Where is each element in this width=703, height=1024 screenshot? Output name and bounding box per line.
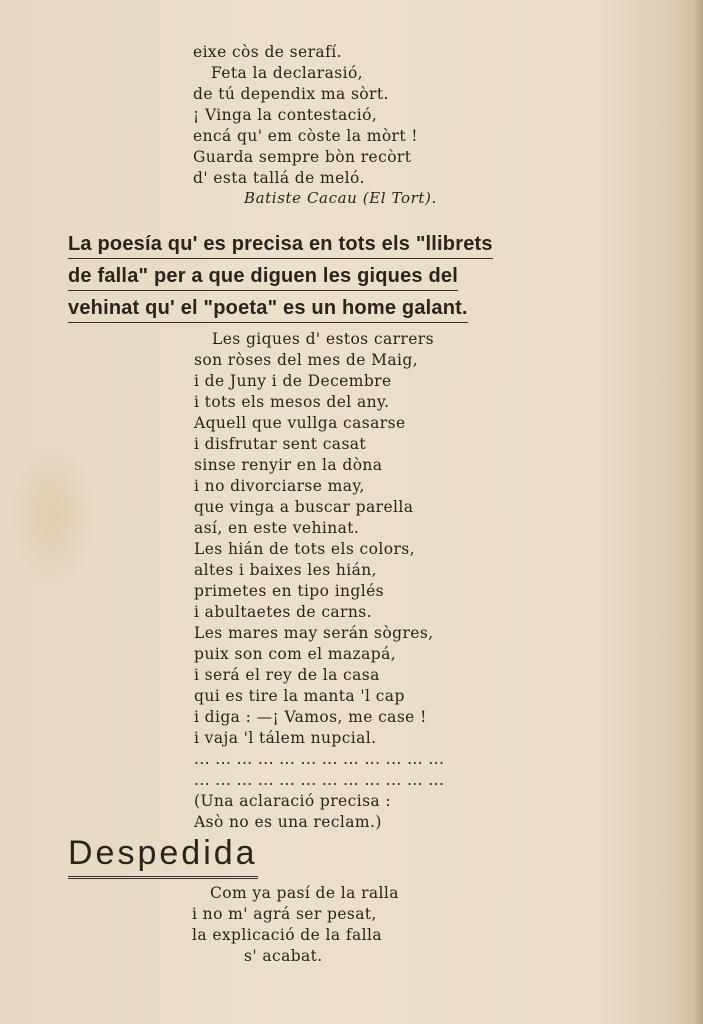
verse-line: sinse renyir en la dòna (194, 456, 383, 474)
paper-stain (8, 440, 98, 590)
despedida-poem (192, 883, 399, 967)
verse-line: encá qu' em còste la mòrt ! (193, 127, 418, 145)
verse-line: Asò no es una reclam.) (194, 813, 382, 831)
verse-line: d' esta tallá de meló. (193, 169, 365, 187)
verse-line: i diga : —¡ Vamos, me case ! (194, 708, 427, 726)
verse-line: de tú dependix ma sòrt. (193, 85, 389, 103)
verse-line: i disfrutar sent casat (194, 435, 367, 453)
verse-line: i no divorciarse may, (194, 477, 365, 495)
verse-line: ¡ Vinga la contestació, (193, 106, 378, 124)
verse-line: así, en este vehinat. (194, 519, 360, 537)
ellipsis-line: ... ... ... ... ... ... ... ... ... ... ... ... (194, 771, 445, 789)
main-poem (194, 329, 444, 833)
verse-line: altes i baixes les hián, (194, 561, 377, 579)
verse-line: Feta la declarasió, (211, 64, 363, 82)
verse-line: s' acabat. (244, 947, 323, 965)
section-heading (68, 229, 493, 325)
verse-line: i tots els mesos del any. (194, 393, 390, 411)
verse-line: Guarda sempre bòn recòrt (193, 148, 412, 166)
ellipsis-line: ... ... ... ... ... ... ... ... ... ... ... ... (194, 750, 445, 768)
verse-line: i de Juny i de Decembre (194, 372, 392, 390)
verse-line: Les giques d' estos carrers (212, 330, 434, 348)
verse-line: qui es tire la manta 'l cap (194, 687, 405, 705)
verse-line: puix son com el mazapá, (194, 645, 397, 663)
verse-line: que vinga a buscar parella (194, 498, 414, 516)
verse-line: la explicació de la falla (192, 926, 382, 944)
verse-line: Les mares may serán sògres, (194, 624, 434, 642)
verse-line: Les hián de tots els colors, (194, 540, 415, 558)
despedida-title: Despedida (68, 834, 258, 879)
heading-line: vehinat qu' el "poeta" es un home galant. (68, 294, 468, 323)
page-edge (695, 0, 703, 1024)
verse-line: i abultaetes de carns. (194, 603, 372, 621)
verse-line: eixe còs de serafí. (193, 43, 342, 61)
heading-line: de falla" per a que diguen les giques del (68, 262, 458, 291)
heading-line: La poesía qu' es precisa en tots els "llibrets (68, 230, 493, 259)
author-signature: Batiste Cacau (El Tort). (244, 189, 437, 207)
verse-line: Com ya pasí de la ralla (210, 884, 399, 902)
intro-poem (193, 42, 418, 189)
verse-line: i no m' agrá ser pesat, (192, 905, 377, 923)
verse-line: (Una aclaració precisa : (194, 792, 392, 810)
verse-line: primetes en tipo inglés (194, 582, 385, 600)
verse-line: son ròses del mes de Maig, (194, 351, 419, 369)
verse-line: i será el rey de la casa (194, 666, 380, 684)
verse-line: i vaja 'l tálem nupcial. (194, 729, 377, 747)
verse-line: Aquell que vullga casarse (194, 414, 406, 432)
